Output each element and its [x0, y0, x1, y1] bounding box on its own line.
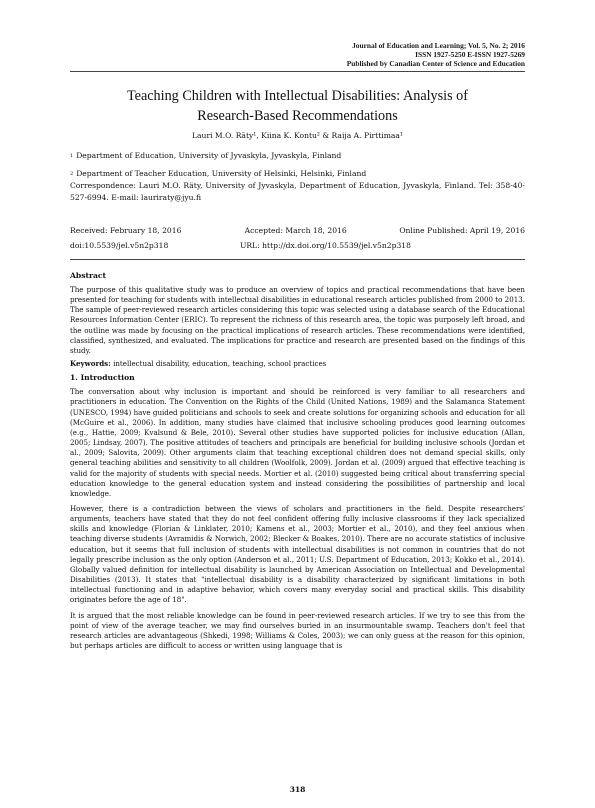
paper-title-line1: Teaching Children with Intellectual Disabilities: Analysis of — [126, 88, 468, 104]
header-rule — [70, 71, 525, 72]
abstract-text: The purpose of this qualitative study was to produce an overview of topics and practical recommendations that have been presented for teaching for students with intellectual disabilities in educational research articles published from 2000 to 2013. The sample of peer-reviewed research articles considering this topic was selected using a database search of the Educational Resources Information Center (ERIC). To represent the richness of this research area, the topic was purposely left broad, and the outline was made by focusing on the practical implications of research articles. These recommendations were identified, classified, synthesized, and evaluated. The implications for practice and research are presented based on the findings of this study. — [70, 285, 525, 355]
journal-issn-line: ISSN 1927-5250 E-ISSN 1927-5269 — [415, 50, 525, 59]
section-heading: 1. Introduction — [70, 373, 135, 383]
url-link[interactable]: URL: http://dx.doi.org/10.5539/jel.v5n2p318 — [240, 241, 411, 250]
abstract-section — [70, 270, 525, 651]
affiliation-text: Department of Education, University of Jyvaskyla, Jyvaskyla, Finland — [76, 151, 342, 160]
received-date: Received: February 18, 2016 — [70, 226, 182, 235]
body-paragraph: However, there is a contradiction between the views of scholars and practitioners in the field. Despite researchers' arguments, teachers have stated that they do not feel confident offering fully inclusive classrooms if they lack specialized skills and knowledge (Florian & Linklater, 2010; Kamens et al., 2003; Mortier et al., 2010), and they feel anxious when teaching diverse students (Avramidis & Norwich, 2002; Blecker & Boakes, 2010). There are no accurate statistics of inclusive education, but it seems that full inclusion of students with intellectual disabilities is not common in countries that do not legally prescribe inclusion as the only option (Anderson et al., 2011; U.S. Department of Education, 2013; Kokko et al., 2014). Globally valued definition for intellectual disability is launched by American Association on Intellectual and Developmental Disabilities (2013). It states that "intellectual disability is a disability characterized by significant limitations in both intellectual functioning and in adaptive behavior, which covers many everyday social and practical skills. This disability originates before the age of 18". — [70, 503, 525, 605]
author-list: Lauri M.O. Rāty¹, Kiina K. Kontu² & Raija A. Pirttimaa¹ — [191, 131, 403, 140]
body-paragraph: It is argued that the most reliable knowledge can be found in peer-reviewed research articles. If we try to see this from the point of view of the average teacher, we may find ourselves buried in an insurmountable swamp. Teachers don't feel that research articles are advantageous (Shkedi, 1998; Williams & Coles, 2003); we can only guess at the reason for this opinion, but perhaps articles are difficult to access or written using language that is — [70, 610, 525, 650]
paper-title-line2: Research-Based Recommendations — [197, 108, 398, 124]
publication-dates — [70, 225, 525, 252]
page-number: 318 — [289, 785, 306, 794]
affiliation-item — [70, 150, 525, 162]
abstract-heading: Abstract — [70, 271, 107, 280]
body-paragraph: The conversation about why inclusion is important and should be reinforced is very familiar to all researchers and practitioners in education. The Convention on the Rights of the Child (United Nations, 1989) and the Salamanca Statement (UNESCO, 1994) have guided politicians and schools to seek and create solutions for organizing schools and education for all (McGuire et al., 2006). In addition, many studies have claimed that inclusive schooling produces good learning outcomes (e.g., Hattie, 2009; Kvalsund & Bele, 2010). Several other studies have supported policies for inclusive education (Allan, 2005; Lindsay, 2007). The positive attitudes of teachers and principals are beneficial for building inclusive schools (Jordan et al., 2009; Salovita, 2009). Other arguments claim that teaching exceptional children does not demand special skills, only general teaching abilities and sensitivity to all children (Woolfolk, 2009). Jordan et al. (2009) argued that effective teaching is valid for the majority of students with special needs. Mortier et al. (2010) suggested being critical about transferring special education knowledge to the general education system and instead considering the possibilities of partnership and local knowledge. — [70, 387, 525, 498]
doi-text: doi:10.5539/jel.v5n2p318 — [70, 241, 169, 250]
affiliation-number: 2 — [70, 171, 74, 177]
paper-title — [70, 86, 525, 126]
keywords-line — [70, 359, 525, 369]
affiliation-list — [70, 150, 525, 180]
journal-publisher-line: Published by Canadian Center of Science and Education — [346, 59, 525, 68]
dates-row — [70, 225, 525, 237]
identifiers-row — [70, 240, 525, 252]
journal-header — [347, 41, 525, 68]
affiliation-text: Department of Teacher Education, University of Helsinki, Helsinki, Finland — [76, 169, 367, 178]
keywords-label: Keywords: — [70, 359, 111, 369]
online-date: Online Published: April 19, 2016 — [399, 226, 525, 235]
journal-title-line: Journal of Education and Learning; Vol. 5, No. 2; 2016 — [352, 41, 525, 50]
affiliation-item — [70, 168, 525, 180]
keywords-text: intellectual disability, education, teaching, school practices — [113, 359, 327, 369]
dates-rule — [70, 259, 525, 260]
accepted-date: Accepted: March 18, 2016 — [244, 226, 347, 235]
affiliation-number: 1 — [70, 153, 74, 159]
correspondence: Correspondence: Lauri M.O. Räty, University of Jyvaskyla, Department of Education, Jyvaskyla, Finland. Tel: 358-40-527-6994. E-mail: lauriraty@jyu.fi — [70, 181, 525, 202]
